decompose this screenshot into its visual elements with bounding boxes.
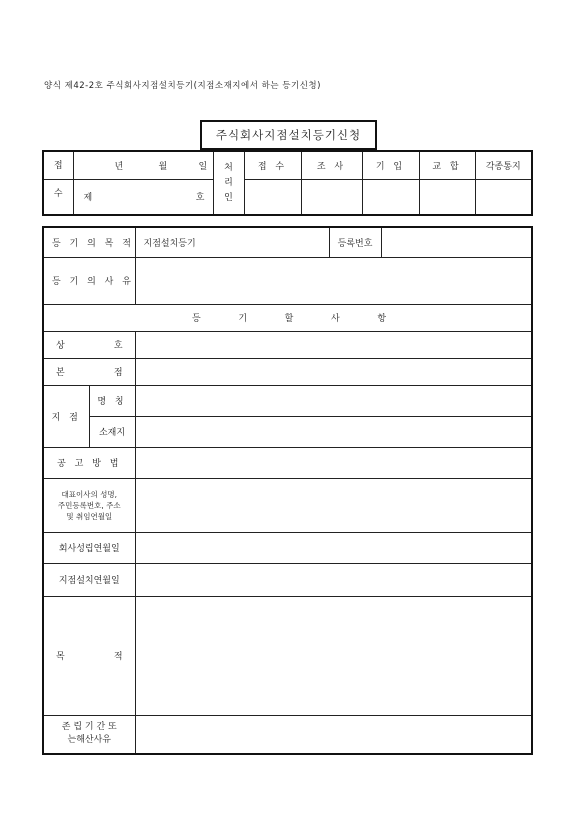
reg-number-label: 등록번호 (329, 227, 381, 257)
head-office-label: 본 점 (43, 358, 135, 385)
reception-number-field[interactable] (73, 179, 213, 215)
purpose-value[interactable]: 지점설치등기 (135, 227, 329, 257)
branch-location-label: 소재지 (89, 416, 135, 447)
handler-label: 처 리 인 (213, 151, 244, 215)
receipt-table (42, 150, 533, 216)
announcement-field[interactable] (135, 447, 532, 478)
branch-name-label: 명 칭 (89, 385, 135, 416)
representative-field[interactable] (135, 478, 532, 532)
notices-stamp-field[interactable] (475, 179, 532, 215)
head-office-field[interactable] (135, 358, 532, 385)
entry-stamp-field[interactable] (362, 179, 419, 215)
representative-label: 대표이사의 성명, 주민등록번호, 주소 및 취임연월일 (43, 478, 135, 532)
announcement-label: 공 고 방 법 (43, 447, 135, 478)
duration-field[interactable] (135, 715, 532, 754)
branch-name-field[interactable] (135, 385, 532, 416)
objective-field[interactable] (135, 596, 532, 715)
form-title: 주식회사지점설치등기신청 (200, 120, 377, 150)
company-est-field[interactable] (135, 532, 532, 563)
day-label: 일 (198, 161, 208, 172)
section-header: 등 기 할 사 항 (43, 304, 532, 331)
col-investigation: 조 사 (301, 151, 362, 179)
reception-stamp-field[interactable] (244, 179, 301, 215)
company-est-label: 회사성립연월일 (43, 532, 135, 563)
branch-est-label: 지점설치연월일 (43, 563, 135, 596)
trade-name-label: 상 호 (43, 331, 135, 358)
collation-stamp-field[interactable] (419, 179, 475, 215)
duration-label: 존 립 기 간 또 는해산사유 (43, 715, 135, 754)
month-label: 월 (158, 161, 168, 172)
purpose-label: 등 기 의 목 적 (43, 227, 135, 257)
col-reception: 접 수 (244, 151, 301, 179)
year-label: 년 (114, 161, 124, 172)
number-prefix: 제 (83, 193, 93, 204)
investigation-stamp-field[interactable] (301, 179, 362, 215)
reception-label-2: 수 (43, 179, 73, 215)
col-collation: 교 합 (419, 151, 475, 179)
col-entry: 기 입 (362, 151, 419, 179)
registration-table (42, 226, 533, 755)
branch-est-field[interactable] (135, 563, 532, 596)
form-caption: 양식 제42-2호 주식회사지점설치등기(지점소재지에서 하는 등기신청) (44, 81, 321, 91)
number-suffix: 호 (195, 193, 205, 204)
reception-date-field[interactable] (73, 151, 213, 179)
objective-label: 목 적 (43, 596, 135, 715)
reason-field[interactable] (135, 257, 532, 304)
branch-label: 지 점 (43, 385, 89, 447)
trade-name-field[interactable] (135, 331, 532, 358)
reg-number-field[interactable] (381, 227, 532, 257)
branch-location-field[interactable] (135, 416, 532, 447)
col-notices: 각종통지 (475, 151, 532, 179)
reason-label: 등 기 의 사 유 (43, 257, 135, 304)
reception-label: 접 (43, 151, 73, 179)
